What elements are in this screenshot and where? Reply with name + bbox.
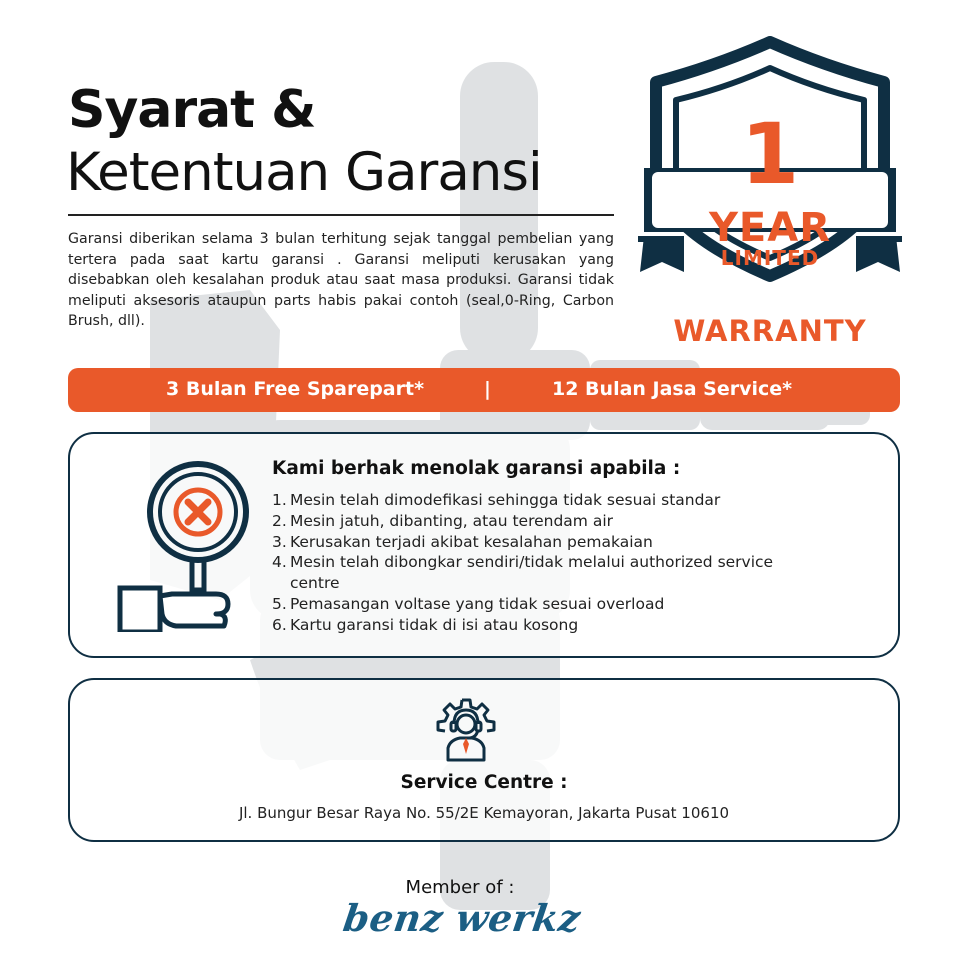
list-item: 5. Pemasangan voltase yang tidak sesuai overload — [272, 594, 665, 613]
page-title-line2: Ketentuan Garansi — [66, 142, 542, 203]
rejection-panel — [68, 432, 900, 658]
gear-headset-agent-icon — [434, 698, 498, 762]
list-item: 1. Mesin telah dimodefikasi sehingga tidak sesuai standar — [272, 491, 721, 509]
brand-logo-text: benz werkz — [340, 896, 584, 940]
badge-number: 1 — [740, 105, 800, 203]
badge-warranty: WARRANTY — [673, 314, 867, 348]
badge-year: YEAR — [708, 205, 832, 251]
service-centre-title: Service Centre : — [400, 772, 568, 793]
badge-limited: LIMITED — [720, 246, 820, 270]
list-item: 3. Kerusakan terjadi akibat kesalahan pemakaian — [272, 532, 653, 551]
banner-sparepart: 3 Bulan Free Sparepart* — [166, 378, 425, 400]
member-of-label: Member of : — [405, 877, 515, 898]
title-divider — [68, 214, 614, 216]
intro-paragraph: Garansi diberikan selama 3 bulan terhitung sejak tanggal pembelian yang tertera pada saat kartu garansi . Garansi meliputi kerusakan yang disebabkan oleh kesalahan produk atau saat masa produksi. Garansi tidak meliputi aksesoris ataupun parts habis pakai contoh (seal,0-Ring, Carbon Brush, dll). — [68, 231, 614, 329]
rejection-heading: Kami berhak menolak garansi apabila : — [272, 458, 681, 479]
list-item: 6. Kartu garansi tidak di isi atau kosong — [272, 615, 579, 634]
list-item: 2. Mesin jatuh, dibanting, atau terendam air — [272, 511, 614, 530]
banner-separator: | — [484, 378, 491, 400]
page-title-line1: Syarat & — [68, 80, 316, 140]
brand-logo — [302, 896, 622, 942]
warranty-badge — [636, 36, 904, 348]
list-item: 4. Mesin telah dibongkar sendiri/tidak melalui authorized service centre — [272, 553, 774, 593]
magnifier-x-hand-icon — [116, 454, 266, 632]
rejection-list — [272, 490, 792, 636]
service-centre-address: Jl. Bungur Besar Raya No. 55/2E Kemayoran, Jakarta Pusat 10610 — [238, 804, 730, 822]
warranty-banner — [68, 368, 900, 412]
banner-service: 12 Bulan Jasa Service* — [552, 378, 793, 400]
service-centre-panel — [68, 678, 900, 842]
